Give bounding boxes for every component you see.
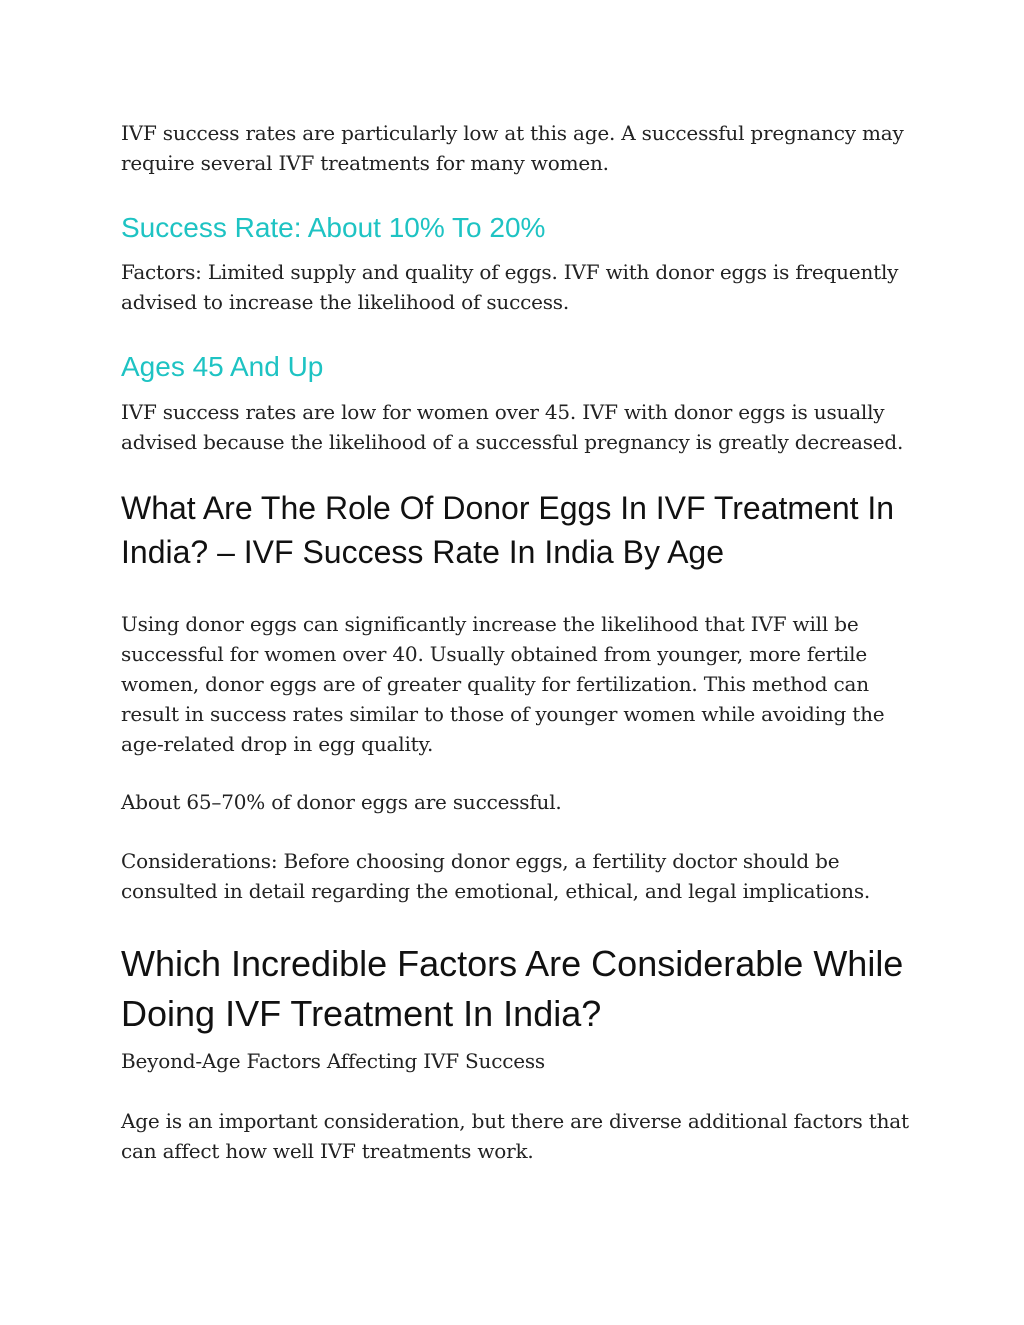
beyond-age-subheading: Beyond-Age Factors Affecting IVF Success xyxy=(121,1049,545,1073)
factors-heading: Which Incredible Factors Are Considerable While Doing IVF Treatment In India? xyxy=(121,943,904,1034)
age-consideration-paragraph: Age is an important consideration, but there are diverse additional factors that can affect how well IVF treatments work. xyxy=(121,1109,909,1163)
donor-eggs-paragraph: Using donor eggs can significantly increase the likelihood that IVF will be successful for women over 40. Usually obtained from younger, more fertile women, donor eggs are of greater quality for fertilization. This method can result in success rates similar to those of younger women while avoiding the age-related drop in egg quality. xyxy=(121,612,885,756)
factors-paragraph: Factors: Limited supply and quality of eggs. IVF with donor eggs is frequently advised to increase the likelihood of success. xyxy=(121,260,899,314)
donor-eggs-heading: What Are The Role Of Donor Eggs In IVF Treatment In India? – IVF Success Rate In India By Age xyxy=(121,490,895,570)
ages-paragraph: IVF success rates are low for women over 45. IVF with donor eggs is usually advised because the likelihood of a successful pregnancy is greatly decreased. xyxy=(121,400,904,454)
intro-paragraph: IVF success rates are particularly low at this age. A successful pregnancy may require several IVF treatments for many women. xyxy=(121,121,904,175)
considerations-paragraph: Considerations: Before choosing donor eggs, a fertility doctor should be consulted in detail regarding the emotional, ethical, and legal implications. xyxy=(121,849,871,903)
ages-heading: Ages 45 And Up xyxy=(121,351,324,382)
success-rate-heading: Success Rate: About 10% To 20% xyxy=(121,212,546,243)
donor-success-paragraph: About 65–70% of donor eggs are successful. xyxy=(121,790,562,814)
